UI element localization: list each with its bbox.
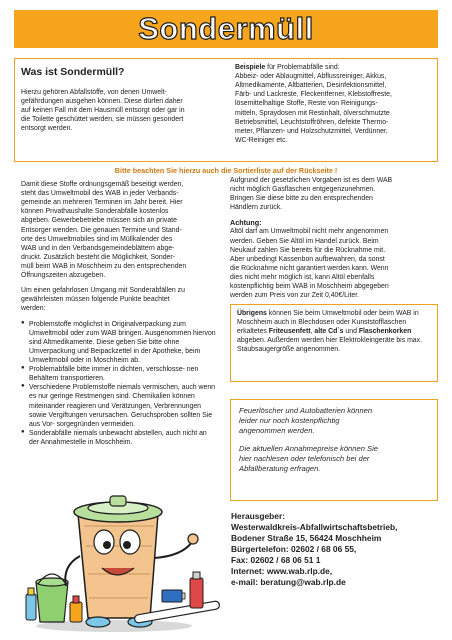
text-line: Bringen Sie diese bitte zu den entsprechenden	[230, 195, 373, 203]
examples-line: lösemittelhaltige Stoffe, Reste von Reinigungs-	[235, 100, 378, 108]
text-line: werden. Geben Sie Altöl im Handel zurück. Beim	[230, 237, 379, 245]
text-line: nicht möglich Gasflaschen entgegenzunehmen.	[230, 186, 376, 194]
intro-box	[14, 58, 438, 162]
intro-text	[21, 88, 229, 134]
text-line: WAB und in den Verbandsgemeindeblättern abge-	[21, 244, 175, 252]
text-line: kostenpflichtig beim WAB in Moschheim abgegeben	[230, 283, 389, 291]
text-line: Neukauf zahlen Sie bereits für die Rücknahme mit.	[230, 246, 386, 254]
text-line: orte des Umweltmobiles sind im Müllkalender des	[21, 235, 173, 243]
text-line: Feuerlöscher und Autobatterien können	[239, 406, 373, 415]
examples-line: Altmedikamente, Altbatterien, Desinfektionsmittel,	[235, 82, 387, 90]
intro-line: auf keinen Fall mit dem Hausmüll entsorgt oder gar in	[21, 107, 185, 115]
achtung-heading: Achtung:	[230, 218, 262, 228]
intro-line: die Toilette geschüttet werden, sie müssen gesondert	[21, 116, 184, 124]
examples-line: meter, Pflanzen- und Holzschutzmittel, Verdünner,	[235, 127, 388, 135]
text-line: Abfallberatung erfragen.	[239, 464, 321, 474]
achtung-para	[230, 227, 434, 300]
safety-bullet-list	[21, 320, 217, 448]
text-line: Um einen gefahrlosen Umgang mit Sonderabfällen zu	[21, 287, 185, 295]
right-column	[230, 176, 434, 306]
text-line: dies nicht mehr möglich ist, kann Altöl ebenfalls	[230, 273, 375, 281]
text-line: Altöl darf am Umweltmobil nicht mehr angenommen	[230, 228, 389, 236]
examples-line: Abbeiz- oder Ablaugmittel, Abflussreiniger, Akkus,	[235, 73, 387, 81]
text-line: gewährleisten müssen folgende Punkte beachtet	[21, 296, 170, 304]
text-line: druckt. Zusätzlich besteht die Möglichkeit, Sonder-	[21, 253, 175, 261]
text-line: werden:	[21, 305, 46, 313]
frituesenfett-label: Friteusenfett	[268, 328, 311, 336]
publisher-address: Bodener Straße 15, 56424 Moschheim	[231, 532, 382, 543]
text-line: leider nur noch kostenpflichtig	[239, 416, 340, 426]
intro-heading: Was ist Sondermüll?	[21, 66, 125, 78]
publisher-contact	[231, 511, 446, 587]
uebrigens-text	[237, 309, 431, 355]
uebrigens-word: Übrigens	[237, 310, 267, 317]
text-line: werden zum Preis von zur Zeit 0,40€/Liter.	[230, 292, 360, 300]
text-line: hier nachlesen oder telefonisch bei der	[239, 454, 370, 464]
gasflaschen-para	[230, 176, 434, 212]
publisher-email[interactable]: e-mail: beratung@wab.rlp.de	[231, 576, 346, 587]
examples-line: Färb- und Lackreste, Fleckentferner, Klebstoffreste,	[235, 91, 392, 99]
left-column	[21, 180, 217, 447]
feuer-para-1	[239, 406, 429, 436]
text-line: können Privathaushalte Sonderabfälle kostenlos	[21, 208, 169, 216]
intro-line: Hierzu gehören Abfallstoffe, von denen Umwelt-	[21, 89, 167, 96]
sortierliste-note: Bitte beachten Sie hierzu auch die Sortierliste auf der Rückseite !	[114, 166, 338, 175]
bullet-item: ● Problemstoffe möglichst in Originalverpackung zum Umweltmobil oder zum WAB bringen. Ausgenommen hiervon sind Altmedikamente. Diese geben Sie bitte ohne Umverpackung und Beipackzettel in der Apotheke, beim Umweltmobil oder in Moschheim ab.	[21, 320, 217, 366]
text-line: müll beim WAB in Moschheim zu den entsprechenden	[21, 262, 187, 270]
text-line: gemeinde an mehreren Terminen im Jahr bereit. Hier	[21, 199, 183, 207]
text-line: abgeben. Gewerbebetriebe müssen sich an private	[21, 217, 177, 225]
text-run: abgeben. Außerdem werden hier Elektrokleingeräte bis max. Staubsaugergröße angenommen.	[237, 337, 423, 354]
examples-line: WC-Reiniger etc.	[235, 136, 288, 144]
text-line: Aufgrund der gesetzlichen Vorgaben ist es dem WAB	[230, 177, 393, 184]
text-line: Entsorger wenden. Die genauen Termine und Stand-	[21, 226, 182, 234]
cds-label: alte Cd`s	[314, 328, 344, 336]
uebrigens-box	[230, 304, 438, 382]
examples-text	[235, 63, 435, 145]
publisher-label: Herausgeber:	[231, 511, 285, 521]
text-line: Damit diese Stoffe ordnungsgemäß beseitigt werden,	[21, 181, 184, 188]
publisher-website[interactable]: Internet: www.wab.rlp.de,	[231, 565, 333, 576]
text-run: können Sie beim Umweltmobil oder beim WAB in Moschheim auch in Blechdosen oder Kunststofflaschen erkaltetes	[237, 310, 419, 336]
intro-line: entsorgt werden.	[21, 125, 73, 133]
text-line: Öffnungszeiten abzugeben.	[21, 272, 106, 280]
publisher-fax: Fax: 02602 / 68 06 51 1	[231, 554, 321, 565]
trash-can-mascot-illustration	[22, 486, 222, 634]
left-para-1	[21, 180, 217, 280]
intro-line: gefährdungen ausgehen können. Diese dürfen daher	[21, 98, 183, 106]
bullet-item: ● Problemabfälle bitte immer in dichten, verschlosse- nen Behältern transportieren.	[21, 365, 217, 383]
examples-label: Beispiele	[235, 64, 266, 71]
bullet-item: ● Sonderabfälle niemals unbewacht abstellen, auch nicht an der Annahmestelle in Moschheim.	[21, 429, 217, 447]
text-line: die Rücknahme nicht garantiert werden kann. Wenn	[230, 264, 389, 272]
bullet-item: ● Verschiedene Problemstoffe niemals vermischen, auch wenn es nur geringe Restmengen sind. Chemikalien können miteinander reagieren und Verätzungen, Verbrennungen sowie Vergiftungen verursachen. Geruchsproben sollten Sie aus Vor- sorgegründen vermeiden.	[21, 383, 217, 429]
title-banner	[14, 10, 438, 48]
publisher-phone: Bürgertelefon: 02602 / 68 06 55,	[231, 543, 357, 554]
text-line: Die aktuellen Annahmepreise können Sie	[239, 444, 379, 454]
text-run: und	[343, 328, 359, 336]
examples-intro: für Problemabfälle sind:	[265, 64, 340, 71]
examples-first-line	[235, 63, 435, 72]
feuerloescher-box	[230, 399, 438, 501]
left-para-2	[21, 286, 217, 313]
feuer-para-2	[239, 444, 429, 474]
intro-left	[21, 66, 229, 134]
text-line: Händlern zurück.	[230, 204, 283, 212]
examples-line: Betriebsmittel, Leuchtstoffröhren, defekte Thermo-	[235, 118, 389, 126]
text-run: ,	[310, 328, 315, 336]
publisher-name: Westerwaldkreis-Abfallwirtschaftsbetrieb,	[231, 521, 398, 532]
text-line: angenommen werden.	[239, 426, 315, 436]
flaschenkorken-label: Flaschenkorken	[358, 328, 412, 336]
page-title: Sondermüll	[138, 11, 314, 46]
examples-line: mitteln, Spraydosen mit Restinhalt, ölverschmutzte	[235, 109, 390, 117]
text-line: Aber unbedingt Kassenbon aufbewahren, da sonst	[230, 255, 385, 263]
text-line: steht das Umweltmobil des WAB in jeder Verbands-	[21, 190, 179, 198]
